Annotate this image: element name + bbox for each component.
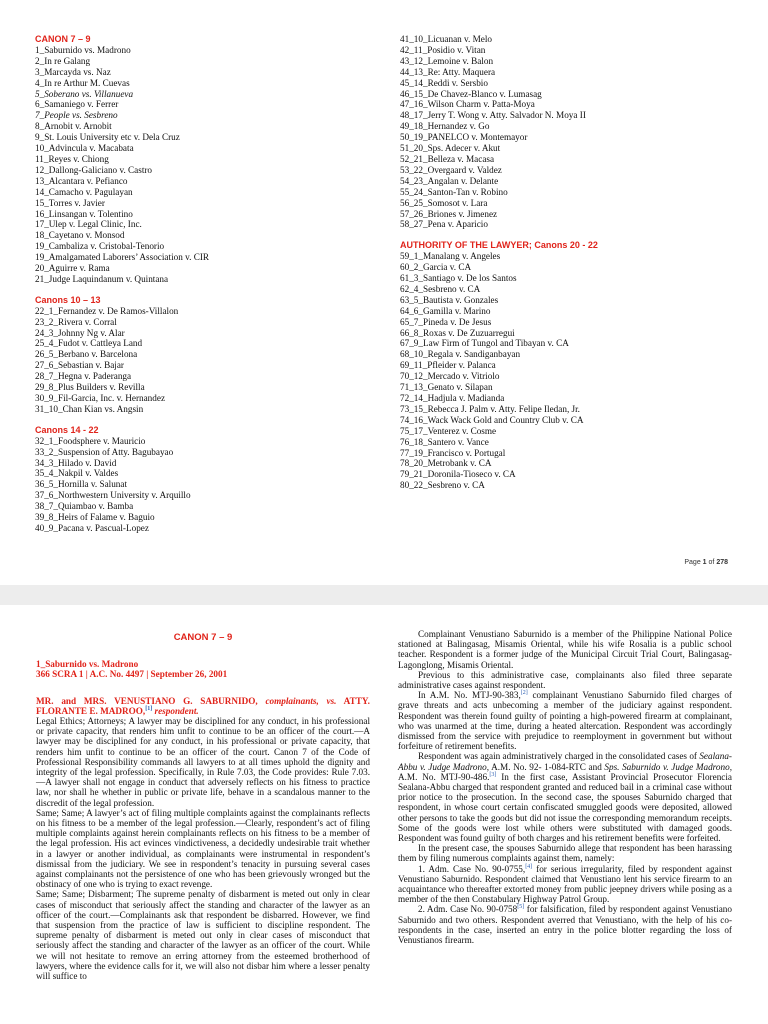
toc-entry[interactable]: 39_8_Heirs of Falame v. Baguio	[35, 512, 155, 523]
toc-entry[interactable]: 63_5_Bautista v. Gonzales	[400, 294, 499, 305]
section-heading: CANON 7 – 9	[35, 34, 91, 44]
case-parties: MR. and MRS. VENUSTIANO G. SABURNIDO, complainants, vs. ATTY. FLORANTE E. MADROO,[1] respondent.	[36, 695, 370, 716]
toc-left-column	[35, 34, 365, 534]
toc-entry[interactable]: 55_24_Santon-Tan v. Robino	[400, 186, 508, 197]
toc-entry[interactable]: 73_15_Rebecca J. Palm v. Atty. Felipe Iledan, Jr.	[400, 403, 580, 414]
toc-entry[interactable]: 72_14_Hadjula v. Madianda	[400, 393, 505, 403]
toc-entry[interactable]: 69_11_Pfleider v. Palanca	[400, 360, 496, 371]
toc-entry[interactable]: 12_Dallong-Galiciano v. Castro	[35, 164, 153, 175]
toc-entry[interactable]: 43_12_Lemoine v. Balon	[400, 55, 494, 66]
toc-entry[interactable]: 19_Amalgamated Laborers’ Association v. CIR	[35, 252, 210, 263]
document-page-2	[0, 605, 768, 1024]
syllabus	[36, 716, 370, 981]
toc-entry[interactable]: 42_11_Posidio v. Vitan	[400, 44, 486, 55]
toc-entry[interactable]: 49_18_Hernandez v. Go	[400, 121, 490, 132]
toc-entry[interactable]: 77_19_Francisco v. Portugal	[400, 447, 506, 458]
toc-entry[interactable]: 19_Cambaliza v. Cristobal-Tenorio	[35, 241, 165, 252]
toc-entry[interactable]: 10_Advincula v. Macabata	[35, 143, 134, 154]
toc-entry[interactable]: 76_18_Santero v. Vance	[400, 436, 489, 447]
toc-entry[interactable]: 47_16_Wilson Charm v. Patta-Moya	[400, 99, 535, 110]
toc-entry[interactable]: 36_5_Hornilla v. Salunat	[35, 479, 128, 490]
toc-entry[interactable]: 75_17_Venterez v. Cosme	[400, 425, 497, 436]
toc-entry[interactable]: 33_2_Suspension of Atty. Bagubayao	[35, 446, 174, 457]
footnote-link[interactable]: [3]	[489, 771, 497, 778]
toc-entry[interactable]: 23_2_Rivera v. Corral	[35, 316, 117, 327]
toc-entry[interactable]: 32_1_Foodsphere v. Mauricio	[35, 435, 146, 446]
toc-entry[interactable]: 61_3_Santiago v. De los Santos	[400, 273, 517, 284]
toc-entry[interactable]: 45_14_Reddi v. Sersbio	[400, 77, 488, 88]
toc-entry[interactable]: 22_1_Fernandez v. De Ramos-Villalon	[35, 305, 179, 316]
footnote-link[interactable]: [4]	[525, 863, 533, 870]
toc-entry[interactable]: 34_3_Hilado v. David	[35, 457, 117, 468]
toc-entry[interactable]: 51_20_Sps. Adecer v. Akut	[400, 143, 501, 154]
toc-entry[interactable]: 53_22_Overgaard v. Valdez	[400, 164, 502, 175]
case-title: 1_Saburnido vs. Madrono	[36, 659, 139, 670]
canon-heading: CANON 7 – 9	[173, 632, 233, 643]
toc-entry[interactable]: 50_19_PANELCO v. Montemayor	[400, 132, 528, 143]
toc-entry[interactable]: 14_Camacho v. Pagulayan	[35, 186, 133, 197]
toc-entry[interactable]: 46_15_De Chavez-Blanco v. Lumasag	[400, 88, 542, 99]
paragraph: Complainant Venustiano Saburnido is a member of the Philippine National Police stationed at Balingasag, Misamis Oriental, while his wife Rosalia is a public school teacher. Respondent is a former judge of the Municipal Circuit Trial Court, Balingasag-Lagonglong, Misamis Oriental.	[398, 629, 732, 670]
toc-entry[interactable]: 78_20_Metrobank v. CA	[400, 458, 492, 469]
toc-entry[interactable]: 52_21_Belleza v. Macasa	[400, 153, 495, 164]
toc-entry[interactable]: 79_21_Doronila-Tioseco v. CA	[400, 469, 516, 480]
section-heading: AUTHORITY OF THE LAWYER; Canons 20 - 22	[400, 240, 598, 251]
section-heading: Canons 10 – 13	[35, 294, 101, 305]
paragraph: 1. Adm. Case No. 90-0755,[4] for serious irregularity, filed by respondent against Venustiano Saburnido. Respondent claimed that Venustiano lent his service firearm to an acquaintance who thereafter extorted money from public jeepney drivers while posing as a member of the then Constabulary Highway Patrol Group.	[398, 863, 732, 905]
toc-entry[interactable]: 57_26_Briones v. Jimenez	[400, 208, 498, 219]
toc-entry[interactable]: 13_Alcantara v. Pefianco	[35, 175, 128, 186]
toc-entry[interactable]: 8_Arnobit v. Arnobit	[35, 121, 112, 132]
page-number: Page 1 of 278	[684, 559, 728, 566]
toc-entry[interactable]: 65_7_Pineda v. De Jesus	[400, 316, 492, 327]
page-separator	[0, 585, 768, 605]
toc-entry[interactable]: 38_7_Quiambao v. Bamba	[35, 501, 134, 512]
toc-entry[interactable]: 66_8_Roxas v. De Zuzuarregui	[400, 327, 515, 338]
toc-entry[interactable]: 68_10_Regala v. Sandiganbayan	[400, 349, 521, 360]
toc-entry[interactable]: 54_23_Angalan v. Delante	[400, 175, 499, 186]
toc-entry[interactable]: 67_9_Law Firm of Tungol and Tibayan v. CA	[400, 338, 569, 349]
toc-entry[interactable]: 3_Marcayda vs. Naz	[35, 66, 111, 77]
toc-entry[interactable]: 62_4_Sesbreno v. CA	[400, 283, 481, 294]
paragraph: Previous to this administrative case, complainants also filed three separate administrative cases against respondent.	[398, 669, 732, 691]
toc-entry[interactable]: 41_10_Licuanan v. Melo	[400, 34, 493, 44]
paragraph: Respondent was again administratively charged in the consolidated cases of Sealana-Abbu v. Judge Madrono, A.M. No. 92- 1-084-RTC and Sps. Saburnido v. Judge Madrono, A.M. No. MTJ-90-486.[3] In the first case, Assistant Provincial Prosecutor Florencia Sealana-Abbu charged that respondent granted and reduced bail in a criminal case without prior notice to the prosecution. In the second case, the spouses Saburnido charged that respondent, in whose court certain confiscated smuggled goods were deposited, allowed other persons to take the goods but did not issue the corresponding memorandum receipts. Some of the goods were lost while others were substituted with damaged goods. Respondent was found guilty of both charges and his retirement benefits were forfeited.	[398, 751, 732, 844]
toc-entry[interactable]: 70_12_Mercado v. Vitriolo	[400, 371, 500, 382]
toc-entry[interactable]: 30_9_Fil-Garcia, Inc. v. Hernandez	[35, 393, 166, 403]
case-left-column	[36, 633, 370, 981]
footnote-link[interactable]: [1]	[145, 705, 153, 712]
toc-entry[interactable]: 16_Linsangan v. Tolentino	[35, 208, 133, 219]
toc-entry[interactable]: 27_6_Sebastian v. Bajar	[35, 360, 124, 371]
toc-entry[interactable]: 7_People vs. Sesbreno	[35, 110, 118, 121]
toc-entry[interactable]: 48_17_Jerry T. Wong v. Atty. Salvador N. Moya II	[400, 110, 586, 121]
toc-entry[interactable]: 21_Judge Laquindanum v. Quintana	[35, 273, 169, 284]
toc-entry[interactable]: 25_4_Fudot v. Cattleya Land	[35, 338, 143, 349]
toc-entry[interactable]: 71_13_Genato v. Silapan	[400, 382, 493, 393]
toc-entry[interactable]: 20_Aguirre v. Rama	[35, 263, 110, 274]
syllabus-paragraph: Same; Same; Disbarment; The supreme penalty of disbarment is meted out only in clear cases of misconduct that seriously affect the standing and character of the lawyer as an officer of the court.—Complainants ask that respondent be disbarred. However, we find that suspension from the practice of law is sufficient to discipline respondent. The supreme penalty of disbarment is meted out only in clear cases of misconduct that seriously affect the standing and character of the lawyer as an officer of the court. While we will not hesitate to remove an erring attorney from the esteemed brotherhood of lawyers, where the evidence calls for it, we will also not disbar him where a lesser penalty will suffice to	[36, 889, 370, 982]
toc-entry[interactable]: 9_St. Louis University etc v. Dela Cruz	[35, 132, 180, 143]
toc-entry[interactable]: 17_Ulep v. Legal Clinic, Inc.	[35, 219, 142, 230]
syllabus-paragraph: Legal Ethics; Attorneys; A lawyer may be disciplined for any conduct, in his professional or private capacity, that renders him unfit to continue to be an officer of the court.—A lawyer may be disciplined for any conduct, in his professional or private capacity, that renders him unfit to continue to be an officer of the court. Canon 7 of the Code of Professional Responsibility commands all lawyers to at all times uphold the dignity and integrity of the legal profession. Specifically, in Rule 7.03, the Code provides: Rule 7.03.—A lawyer shall not engage in conduct that adversely reflects on his fitness to practice law, nor shall he whether in public or private life, behave in a scandalous manner to the discredit of the legal profession.	[36, 716, 370, 808]
footnote-link[interactable]: [2]	[520, 690, 528, 697]
case-citation: 366 SCRA 1 | A.C. No. 4497 | September 26, 2001	[36, 669, 228, 680]
toc-entry[interactable]: 11_Reyes v. Chiong	[35, 153, 109, 164]
toc-entry[interactable]: 59_1_Manalang v. Angeles	[400, 251, 501, 262]
section-heading: Canons 14 - 22	[35, 424, 99, 435]
paragraph: In the present case, the spouses Saburnido allege that respondent has been harassing them by filing numerous complaints against them, namely:	[398, 843, 732, 864]
paragraph: 2. Adm. Case No. 90-0758[5] for falsification, filed by respondent against Venustiano Saburnido and two others. Respondent averred that Venustiano, with the help of his co-respondents in the case, inserted an entry in the police blotter regarding the loss of Venustianos firearm.	[398, 904, 732, 946]
toc-entry[interactable]: 6_Samaniego v. Ferrer	[35, 99, 119, 110]
toc-entry[interactable]: 28_7_Hegna v. Paderanga	[35, 371, 132, 382]
footnote-link[interactable]: [5]	[517, 904, 525, 911]
toc-entry[interactable]: 4_In re Arthur M. Cuevas	[35, 77, 130, 88]
toc-entry[interactable]: 60_2_Garcia v. CA	[400, 262, 472, 273]
toc-entry[interactable]: 58_27_Pena v. Aparicio	[400, 219, 488, 230]
toc-entry[interactable]: 74_16_Wack Wack Gold and Country Club v. CA	[400, 414, 584, 425]
toc-entry[interactable]: 26_5_Berbano v. Barcelona	[35, 349, 138, 360]
paragraph: In A.M. No. MTJ-90-383,[2] complainant Venustiano Saburnido filed charges of grave threats and acts unbecoming a member of the judiciary against respondent. Respondent was therein found guilty of pointing a high-powered firearm at complainant, who was unarmed at the time, during a heated altercation. Respondent was accordingly dismissed from the service with prejudice to reemployment in government but without forfeiture of retirement benefits.	[398, 690, 732, 752]
toc-entry[interactable]: 31_10_Chan Kian vs. Angsin	[35, 403, 144, 414]
toc-entry[interactable]: 1_Saburnido vs. Madrono	[35, 44, 131, 55]
toc-entry[interactable]: 56_25_Somosot v. Lara	[400, 197, 488, 208]
case-right-column	[398, 629, 732, 945]
toc-entry[interactable]: 29_8_Plus Builders v. Revilla	[35, 382, 145, 393]
toc-entry[interactable]: 2_In re Galang	[35, 55, 91, 66]
toc-entry[interactable]: 15_Torres v. Javier	[35, 197, 105, 208]
syllabus-paragraph: Same; Same; A lawyer’s act of filing multiple complaints against the complainants reflects on his fitness to be a member of the legal profession.—Clearly, respondent’s act of filing multiple complaints against herein complainants reflects on his fitness to be a member of the legal profession. His act evinces vindictiveness, a decidedly undesirable trait whether in a lawyer or another individual, as complainants were instrumental in respondent’s dismissal from the judiciary. We see in respondent’s tenacity in pursuing several cases against complainants not the persistence of one who has been grievously wronged but the obstinacy of one who is trying to exact revenge.	[36, 807, 370, 890]
toc-entry[interactable]: 64_6_Gamilla v. Marino	[400, 305, 491, 316]
toc-entry[interactable]: 24_3_Johnny Ng v. Alar	[35, 327, 125, 338]
toc-entry[interactable]: 44_13_Re: Atty. Maquera	[400, 66, 496, 77]
toc-entry[interactable]: 37_6_Northwestern University v. Arquillo	[35, 490, 191, 501]
toc-entry[interactable]: 5_Soberano vs. Villanueva	[35, 88, 134, 99]
toc-right-column	[400, 34, 730, 491]
toc-entry[interactable]: 35_4_Nakpil v. Valdes	[35, 468, 119, 479]
toc-entry[interactable]: 40_9_Pacana v. Pascual-Lopez	[35, 522, 149, 533]
toc-entry[interactable]: 80_22_Sesbreno v. CA	[400, 480, 485, 491]
toc-entry[interactable]: 18_Cayetano v. Monsod	[35, 230, 125, 241]
